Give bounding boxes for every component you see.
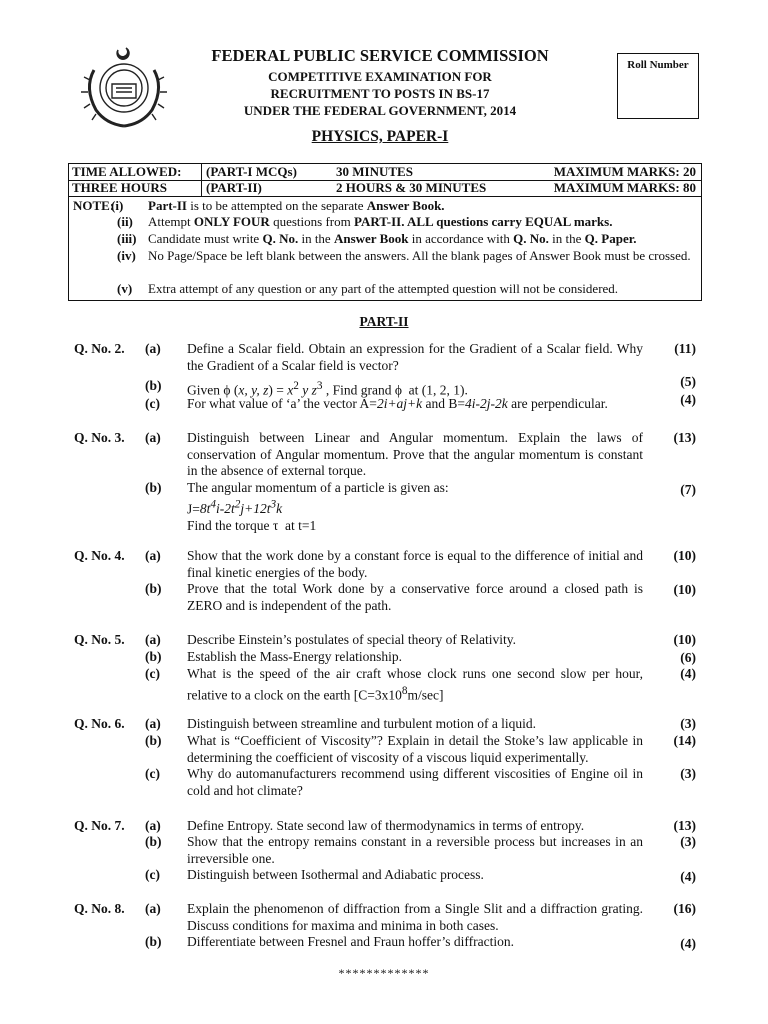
part-text: Explain the phenomenon of diffraction from a Single Slit and a diffraction grating. Discuss conditions for maxima and minima in both cases. bbox=[187, 901, 643, 933]
question-number: Q. No. 5. bbox=[74, 632, 125, 647]
part-text: Given ϕ (x, y, $z) = x^2$ y $z^3$ , Find grand ϕ at (1, 2, 1). bbox=[187, 380, 468, 398]
part-label: (a) bbox=[145, 341, 161, 356]
part-label: (a) bbox=[145, 901, 161, 916]
part-marks: (14) bbox=[673, 733, 696, 748]
part-label: (b) bbox=[145, 733, 162, 748]
subtitle-line-3: UNDER THE FEDERAL GOVERNMENT, 2014 bbox=[243, 103, 517, 118]
part-label: (a) bbox=[145, 430, 161, 445]
part2-max-marks: MAXIMUM MARKS: 80 bbox=[553, 180, 696, 195]
part-text: Differentiate between Fresnel and Fraun hoffer’s diffraction. bbox=[187, 934, 515, 949]
note-label: NOTE: bbox=[73, 198, 115, 213]
part-marks: (16) bbox=[673, 901, 696, 916]
part-text: Describe Einstein’s postulates of special theory of Relativity. bbox=[187, 632, 517, 647]
part-marks: (4) bbox=[680, 666, 696, 681]
note-text: No Page/Space be left blank between the answers. All the blank pages of Answer Book must be crossed. bbox=[148, 248, 691, 263]
part-heading: PART-II bbox=[359, 314, 409, 329]
note-number: (iii) bbox=[117, 231, 137, 246]
part-text: Distinguish between Isothermal and Adiabatic process. bbox=[187, 867, 484, 882]
part1-label: (PART-I MCQs) bbox=[206, 164, 297, 179]
part-marks: (10) bbox=[673, 548, 696, 563]
question-number: Q. No. 4. bbox=[74, 548, 125, 563]
note-number: (ii) bbox=[117, 214, 133, 229]
part-marks: (6) bbox=[680, 650, 696, 665]
part-label: (b) bbox=[145, 378, 162, 393]
question-number: Q. No. 7. bbox=[74, 818, 125, 833]
part-marks: (4) bbox=[680, 869, 696, 884]
part1-max-marks: MAXIMUM MARKS: 20 bbox=[553, 164, 696, 179]
part-text: Distinguish between streamline and turbulent motion of a liquid. bbox=[187, 716, 537, 731]
part-text: Prove that the total Work done by a conservative force around a closed path is ZERO and is independent of the path. bbox=[187, 581, 643, 613]
part-marks: (13) bbox=[673, 430, 696, 445]
part-text: The angular momentum of a particle is given as: $J=8t^4i-2t^2j+12t^3k$ Find the torque τ at t=1 bbox=[187, 480, 449, 533]
part-marks: (13) bbox=[673, 818, 696, 833]
part-label: (a) bbox=[145, 818, 161, 833]
note-text: Part-II is to be attempted on the separate Answer Book. bbox=[148, 198, 445, 213]
part-label: (c) bbox=[145, 396, 160, 411]
part-marks: (7) bbox=[680, 482, 696, 497]
note-text: Extra attempt of any question or any part of the attempted question will not be considered. bbox=[148, 281, 619, 296]
question-number: Q. No. 8. bbox=[74, 901, 125, 916]
note-number: (iv) bbox=[117, 248, 136, 263]
commission-name: FEDERAL PUBLIC SERVICE COMMISSION bbox=[211, 46, 549, 65]
part-text: Define Entropy. State second law of thermodynamics in terms of entropy. bbox=[187, 818, 585, 833]
part-marks: (10) bbox=[673, 582, 696, 597]
footer-stars: ************* bbox=[338, 966, 430, 980]
subtitle-line-2: RECRUITMENT TO POSTS IN BS-17 bbox=[270, 86, 490, 101]
part-text: Establish the Mass-Energy relationship. bbox=[187, 649, 402, 664]
part2-label: (PART-II) bbox=[206, 180, 262, 195]
part-label: (b) bbox=[145, 834, 162, 849]
question-number: Q. No. 6. bbox=[74, 716, 125, 731]
part2-duration: 2 HOURS & 30 MINUTES bbox=[336, 180, 487, 195]
part-text: What is the speed of the air craft whose clock runs one second slow per hour, relative to a clock on the earth $[C=3x10^8m/\sec]$ bbox=[187, 666, 643, 702]
part-marks: (4) bbox=[680, 936, 696, 951]
part-label: (b) bbox=[145, 934, 162, 949]
part-marks: (5) bbox=[680, 374, 696, 389]
subtitle-line-1: COMPETITIVE EXAMINATION FOR bbox=[268, 69, 492, 84]
question-number: Q. No. 3. bbox=[74, 430, 125, 445]
part-text: For what value of ‘a’ the vector A=2i+aj+k and B=4i-2j-2k are perpendicular. bbox=[187, 396, 608, 411]
part-text: Show that the work done by a constant force is equal to the difference of initial and final kinetic energies of the body. bbox=[187, 548, 643, 580]
roll-number-box[interactable] bbox=[617, 53, 699, 119]
instructions-note bbox=[68, 197, 702, 301]
part-marks: (3) bbox=[680, 766, 696, 781]
time-allowed-table bbox=[68, 163, 702, 197]
part-marks: (3) bbox=[680, 716, 696, 731]
part-label: (c) bbox=[145, 666, 160, 681]
part-marks: (10) bbox=[673, 632, 696, 647]
note-text: Attempt ONLY FOUR questions from PART-II. ALL questions carry EQUAL marks. bbox=[148, 214, 613, 229]
part-label: (b) bbox=[145, 480, 162, 495]
part-label: (c) bbox=[145, 766, 160, 781]
part-text: Why do automanufacturers recommend using different viscosities of Engine oil in cold and hot climate? bbox=[187, 766, 643, 798]
question-number: Q. No. 2. bbox=[74, 341, 125, 356]
three-hours-label: THREE HOURS bbox=[72, 180, 167, 195]
paper-title: PHYSICS, PAPER-I bbox=[311, 128, 449, 145]
roll-number-label: Roll Number bbox=[627, 59, 689, 71]
note-number: (i) bbox=[111, 198, 124, 213]
part-text: Distinguish between Linear and Angular momentum. Explain the laws of conservation of Angular momentum. Prove that the angular momentum is constant in the absence of external torque. bbox=[187, 430, 643, 478]
part-label: (a) bbox=[145, 548, 161, 563]
part-label: (b) bbox=[145, 649, 162, 664]
part-marks: (3) bbox=[680, 834, 696, 849]
part-label: (a) bbox=[145, 716, 161, 731]
note-number: (v) bbox=[117, 281, 133, 296]
part-text: Define a Scalar field. Obtain an expression for the Gradient of a Scalar field. Why the Gradient of a Scalar field is vector? bbox=[187, 341, 643, 373]
part-text: Show that the entropy remains constant in a reversible process but increases in an irreversible one. bbox=[187, 834, 643, 866]
part1-duration: 30 MINUTES bbox=[336, 164, 413, 179]
fpsc-emblem-icon bbox=[72, 40, 176, 132]
exam-subtitle bbox=[180, 68, 580, 119]
time-allowed-label: TIME ALLOWED: bbox=[72, 164, 182, 179]
note-text: Candidate must write Q. No. in the Answer Book in accordance with Q. No. in the Q. Paper. bbox=[148, 231, 637, 246]
part-marks: (11) bbox=[674, 341, 696, 356]
part-label: (b) bbox=[145, 581, 162, 596]
part-marks: (4) bbox=[680, 392, 696, 407]
part-text: What is “Coefficient of Viscosity”? Explain in detail the Stoke’s law applicable in determining the coefficient of viscosity of a viscous liquid experimentally. bbox=[187, 733, 643, 765]
part-label: (a) bbox=[145, 632, 161, 647]
part-label: (c) bbox=[145, 867, 160, 882]
